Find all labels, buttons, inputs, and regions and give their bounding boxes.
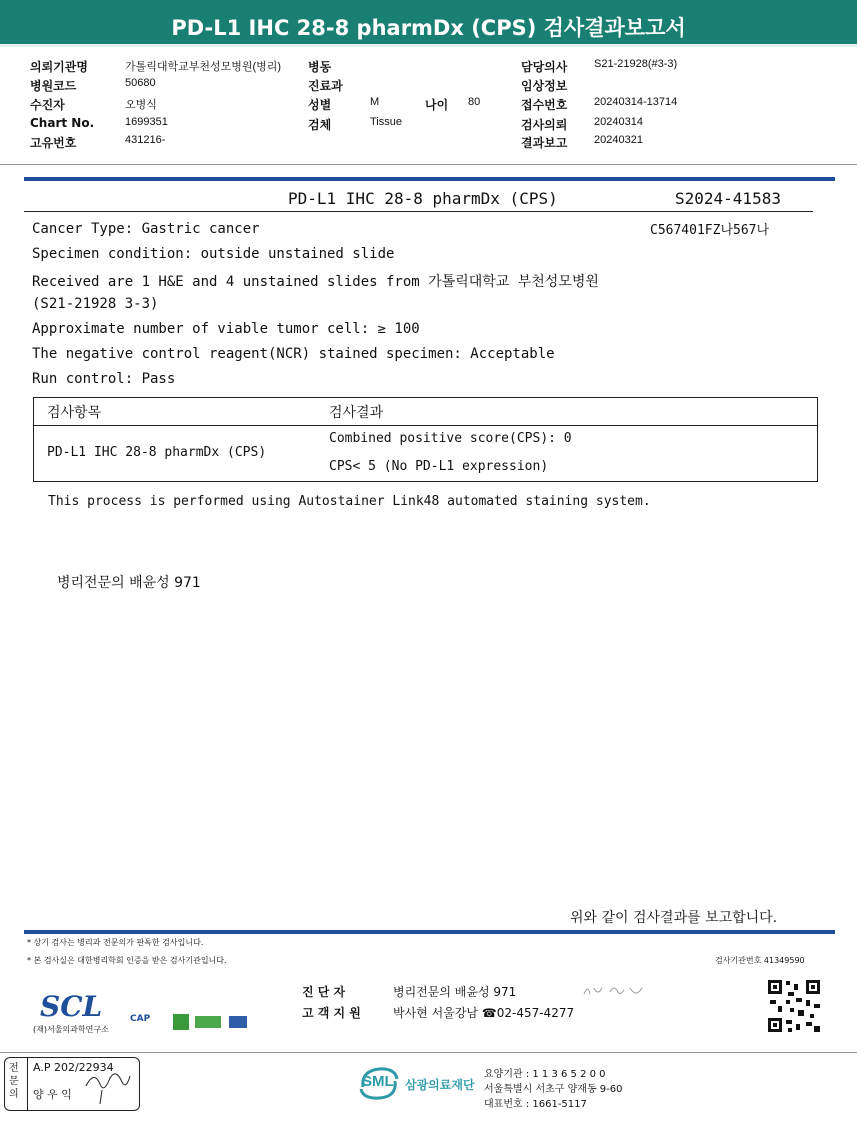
specimen-label: 검체 xyxy=(308,118,332,132)
hospital-code-label: 병원코드 xyxy=(30,79,77,93)
process-note: This process is performed using Autostainer Link48 automated staining system. xyxy=(48,494,651,509)
report-line-specimen-condition: Specimen condition: outside unstained slide xyxy=(32,246,395,262)
stamp-signature xyxy=(82,1066,134,1106)
receipt-label: 접수번호 xyxy=(521,98,568,112)
report-line-case-number: (S21-21928 3-3) xyxy=(32,296,159,312)
sml-address: 서울특별시 서초구 양재동 9-60 xyxy=(484,1084,623,1095)
report-number: S2024-41583 xyxy=(675,189,781,208)
report-top-rule xyxy=(24,177,835,181)
patient-label: 수진자 xyxy=(30,98,65,112)
result-table-divider xyxy=(33,425,818,426)
request-value: 20240314 xyxy=(594,116,643,128)
sex-value: M xyxy=(370,96,380,108)
support-label: 고 객 지 원 xyxy=(302,1006,361,1020)
stamp-name: 양 우 익 xyxy=(33,1088,72,1101)
clinical-label: 임상정보 xyxy=(521,79,568,93)
report-line-ncr: The negative control reagent(NCR) stained specimen: Acceptable xyxy=(32,346,555,362)
test-name: PD-L1 IHC 28-8 pharmDx (CPS) xyxy=(288,189,558,208)
chart-no-value: 1699351 xyxy=(125,116,168,128)
stamp-side-label: 전문의 xyxy=(9,1063,19,1100)
doctor-value: S21-21928(#3-3) xyxy=(594,58,678,70)
department-label: 진료과 xyxy=(308,79,343,93)
ward-label: 병동 xyxy=(308,60,332,74)
unique-no-value: 431216- xyxy=(125,134,166,146)
handwritten-signature xyxy=(580,982,650,1000)
closing-statement: 위와 같이 검사결과를 보고합니다. xyxy=(570,910,778,926)
result-date-value: 20240321 xyxy=(594,134,643,146)
sml-phone: 대표번호 : 1661-5117 xyxy=(484,1099,587,1110)
pathologist-signature: 병리전문의 배윤성 971 xyxy=(57,575,201,591)
diagnoser-value: 병리전문의 배윤성 971 xyxy=(393,985,517,999)
support-value: 박사현 서울강남 ☎02-457-4277 xyxy=(393,1006,575,1020)
qr-code-icon xyxy=(766,978,822,1034)
result-date-label: 결과보고 xyxy=(521,136,568,150)
report-line-cancer-type: Cancer Type: Gastric cancer xyxy=(32,221,260,237)
sml-logo: SML xyxy=(362,1073,394,1090)
reference-code: C567401FZ나567나 xyxy=(650,223,770,238)
age-label: 나이 xyxy=(425,98,449,112)
header-divider xyxy=(0,164,857,165)
unique-no-label: 고유번호 xyxy=(30,136,77,150)
cap-badge: CAP xyxy=(130,1014,151,1024)
chart-no-label: Chart No. xyxy=(30,116,95,130)
report-line-tumor-cells: Approximate number of viable tumor cell: ≥ 100 xyxy=(32,321,420,337)
doctor-label: 담당의사 xyxy=(521,60,568,74)
institution-code: 요양기관 : 1 1 3 6 5 2 0 0 xyxy=(484,1069,606,1080)
table-cell-item: PD-L1 IHC 28-8 pharmDx (CPS) xyxy=(47,445,267,460)
footer-note-1: * 상기 검사는 병리과 전문의가 판독한 검사입니다. xyxy=(27,938,204,947)
report-line-run-control: Run control: Pass xyxy=(32,371,176,387)
patient-value: 오병식 xyxy=(125,99,157,111)
institution-label: 의뢰기관명 xyxy=(30,60,88,74)
accreditation-icon xyxy=(173,1014,189,1030)
scl-name: (재)서울의과학연구소 xyxy=(33,1025,109,1034)
receipt-value: 20240314-13714 xyxy=(594,96,678,108)
table-cell-cps-score: Combined positive score(CPS): 0 xyxy=(329,431,572,446)
sml-name: 삼광의료재단 xyxy=(405,1078,475,1092)
institution-value: 가톨릭대학교부천성모병원(병리) xyxy=(125,61,282,73)
table-header-item: 검사항목 xyxy=(47,405,102,421)
stamp-number: A.P 202/22934 xyxy=(33,1061,114,1074)
diagnoser-label: 진 단 자 xyxy=(302,985,346,999)
hospital-code-value: 50680 xyxy=(125,77,156,89)
footer-note-2: * 본 검사실은 대한병리학회 인증을 받은 검사기관입니다. xyxy=(27,956,227,965)
report-line-received: Received are 1 H&E and 4 unstained slides from 가톨릭대학교 부천성모병원 xyxy=(32,274,599,290)
age-value: 80 xyxy=(468,96,481,108)
report-title: PD-L1 IHC 28-8 pharmDx (CPS) 검사결과보고서 xyxy=(0,0,857,47)
eqa-icon xyxy=(195,1016,221,1028)
table-header-result: 검사결과 xyxy=(329,405,384,421)
sex-label: 성별 xyxy=(308,98,332,112)
footer-divider xyxy=(0,1052,857,1053)
specimen-value: Tissue xyxy=(370,116,402,128)
stamp-divider xyxy=(27,1057,28,1111)
kolas-icon xyxy=(229,1016,247,1028)
agency-number: 검사기관번호 41349590 xyxy=(715,956,805,965)
report-heading xyxy=(24,187,813,212)
request-label: 검사의뢰 xyxy=(521,118,568,132)
report-bottom-rule xyxy=(24,930,835,934)
scl-logo: SCL xyxy=(40,990,103,1023)
table-cell-cps-interpretation: CPS< 5 (No PD-L1 expression) xyxy=(329,459,549,474)
